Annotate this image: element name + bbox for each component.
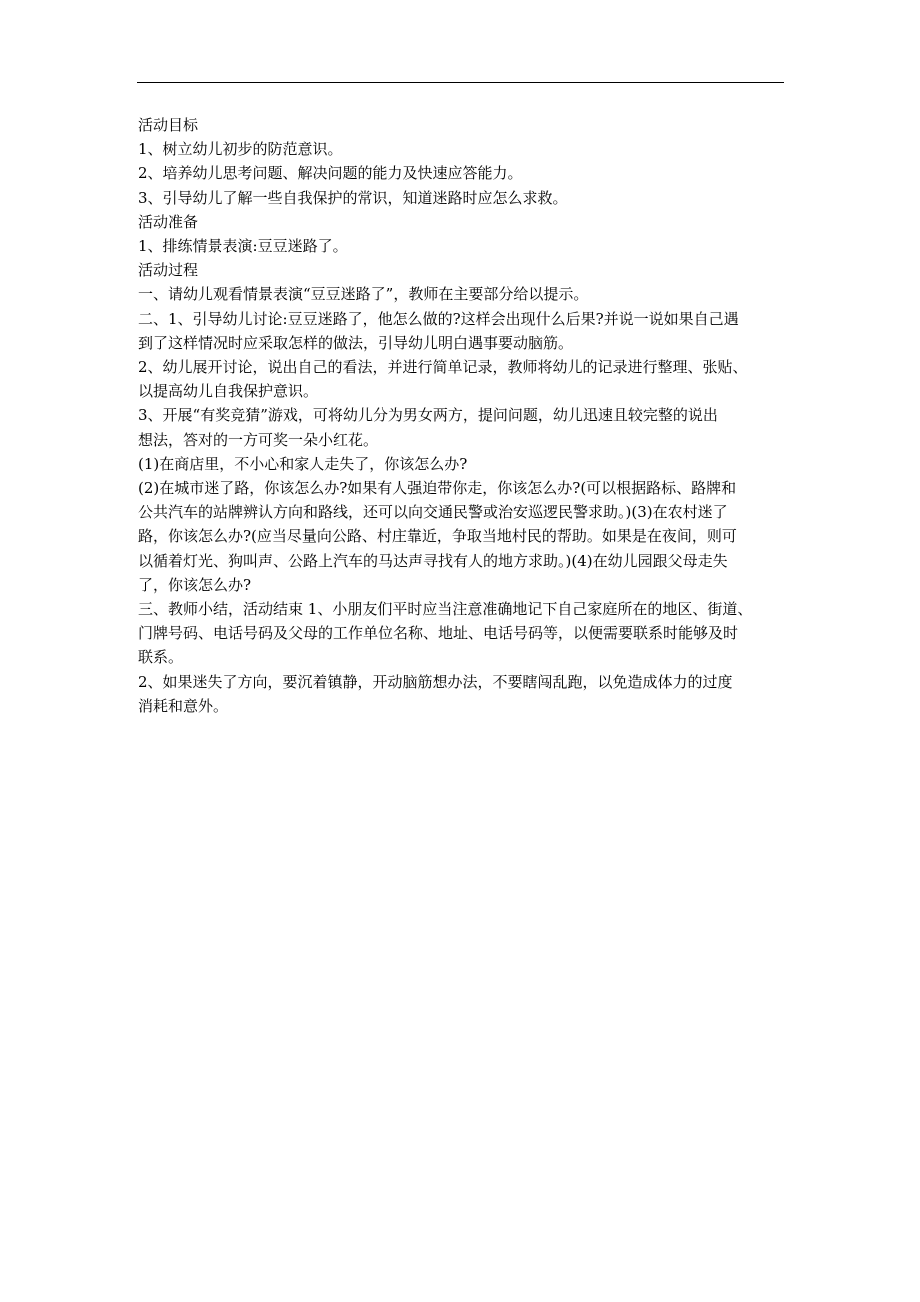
text-line: 一、请幼儿观看情景表演“豆豆迷路了”，教师在主要部分给以提示。	[138, 285, 589, 304]
text-line: 3、开展“有奖竞猜”游戏，可将幼儿分为男女两方，提问问题，幼儿迅速且较完整的说出	[138, 406, 718, 425]
header-rule	[137, 82, 784, 83]
section-heading: 活动准备	[138, 212, 199, 231]
document-body	[138, 113, 790, 718]
text-line: 到了这样情况时应采取怎样的做法，引导幼儿明白遇事要动脑筋。	[138, 333, 574, 352]
text-line: 门牌号码、电话号码及父母的工作单位名称、地址、电话号码等，以便需要联系时能够及时	[138, 624, 739, 643]
section-heading: 活动过程	[138, 261, 199, 280]
text-line: 2、如果迷失了方向，要沉着镇静，开动脑筋想办法，不要瞎闯乱跑，以免造成体力的过度	[138, 672, 733, 691]
text-line: 1、排练情景表演:豆豆迷路了。	[138, 237, 348, 256]
text-line: 2、培养幼儿思考问题、解决问题的能力及快速应答能力。	[138, 164, 523, 183]
text-line: 二、1、引导幼儿讨论:豆豆迷路了，他怎么做的?这样会出现什么后果?并说一说如果自己遇	[138, 309, 739, 328]
text-line: 路，你该怎么办?(应当尽量向公路、村庄靠近，争取当地村民的帮助。如果是在夜间，则可	[138, 527, 737, 546]
text-line: 2、幼儿展开讨论，说出自己的看法，并进行简单记录，教师将幼儿的记录进行整理、张贴、	[138, 358, 748, 377]
text-line: 以循着灯光、狗叫声、公路上汽车的马达声寻找有人的地方求助。)(4)在幼儿园跟父母走失	[138, 551, 728, 570]
text-line: 消耗和意外。	[138, 696, 229, 715]
text-line: (2)在城市迷了路，你该怎么办?如果有人强迫带你走，你该怎么办?(可以根据路标、路牌和	[138, 479, 737, 498]
text-line: 了，你该怎么办?	[138, 575, 252, 594]
text-line: 联系。	[138, 648, 184, 667]
text-line: 以提高幼儿自我保护意识。	[138, 382, 319, 401]
text-line: (1)在商店里，不小心和家人走失了，你该怎么办?	[138, 454, 468, 473]
text-line: 三、教师小结，活动结束 1、小朋友们平时应当注意准确地记下自己家庭所在的地区、街道、	[138, 600, 753, 619]
text-line: 公共汽车的站牌辨认方向和路线，还可以向交通民警或治安巡逻民警求助。)(3)在农村迷了	[138, 503, 728, 522]
text-line: 1、树立幼儿初步的防范意识。	[138, 140, 343, 159]
text-line: 想法，答对的一方可奖一朵小红花。	[138, 430, 379, 449]
section-heading: 活动目标	[138, 116, 199, 134]
text-line: 3、引导幼儿了解一些自我保护的常识，知道迷路时应怎么求救。	[138, 188, 568, 207]
